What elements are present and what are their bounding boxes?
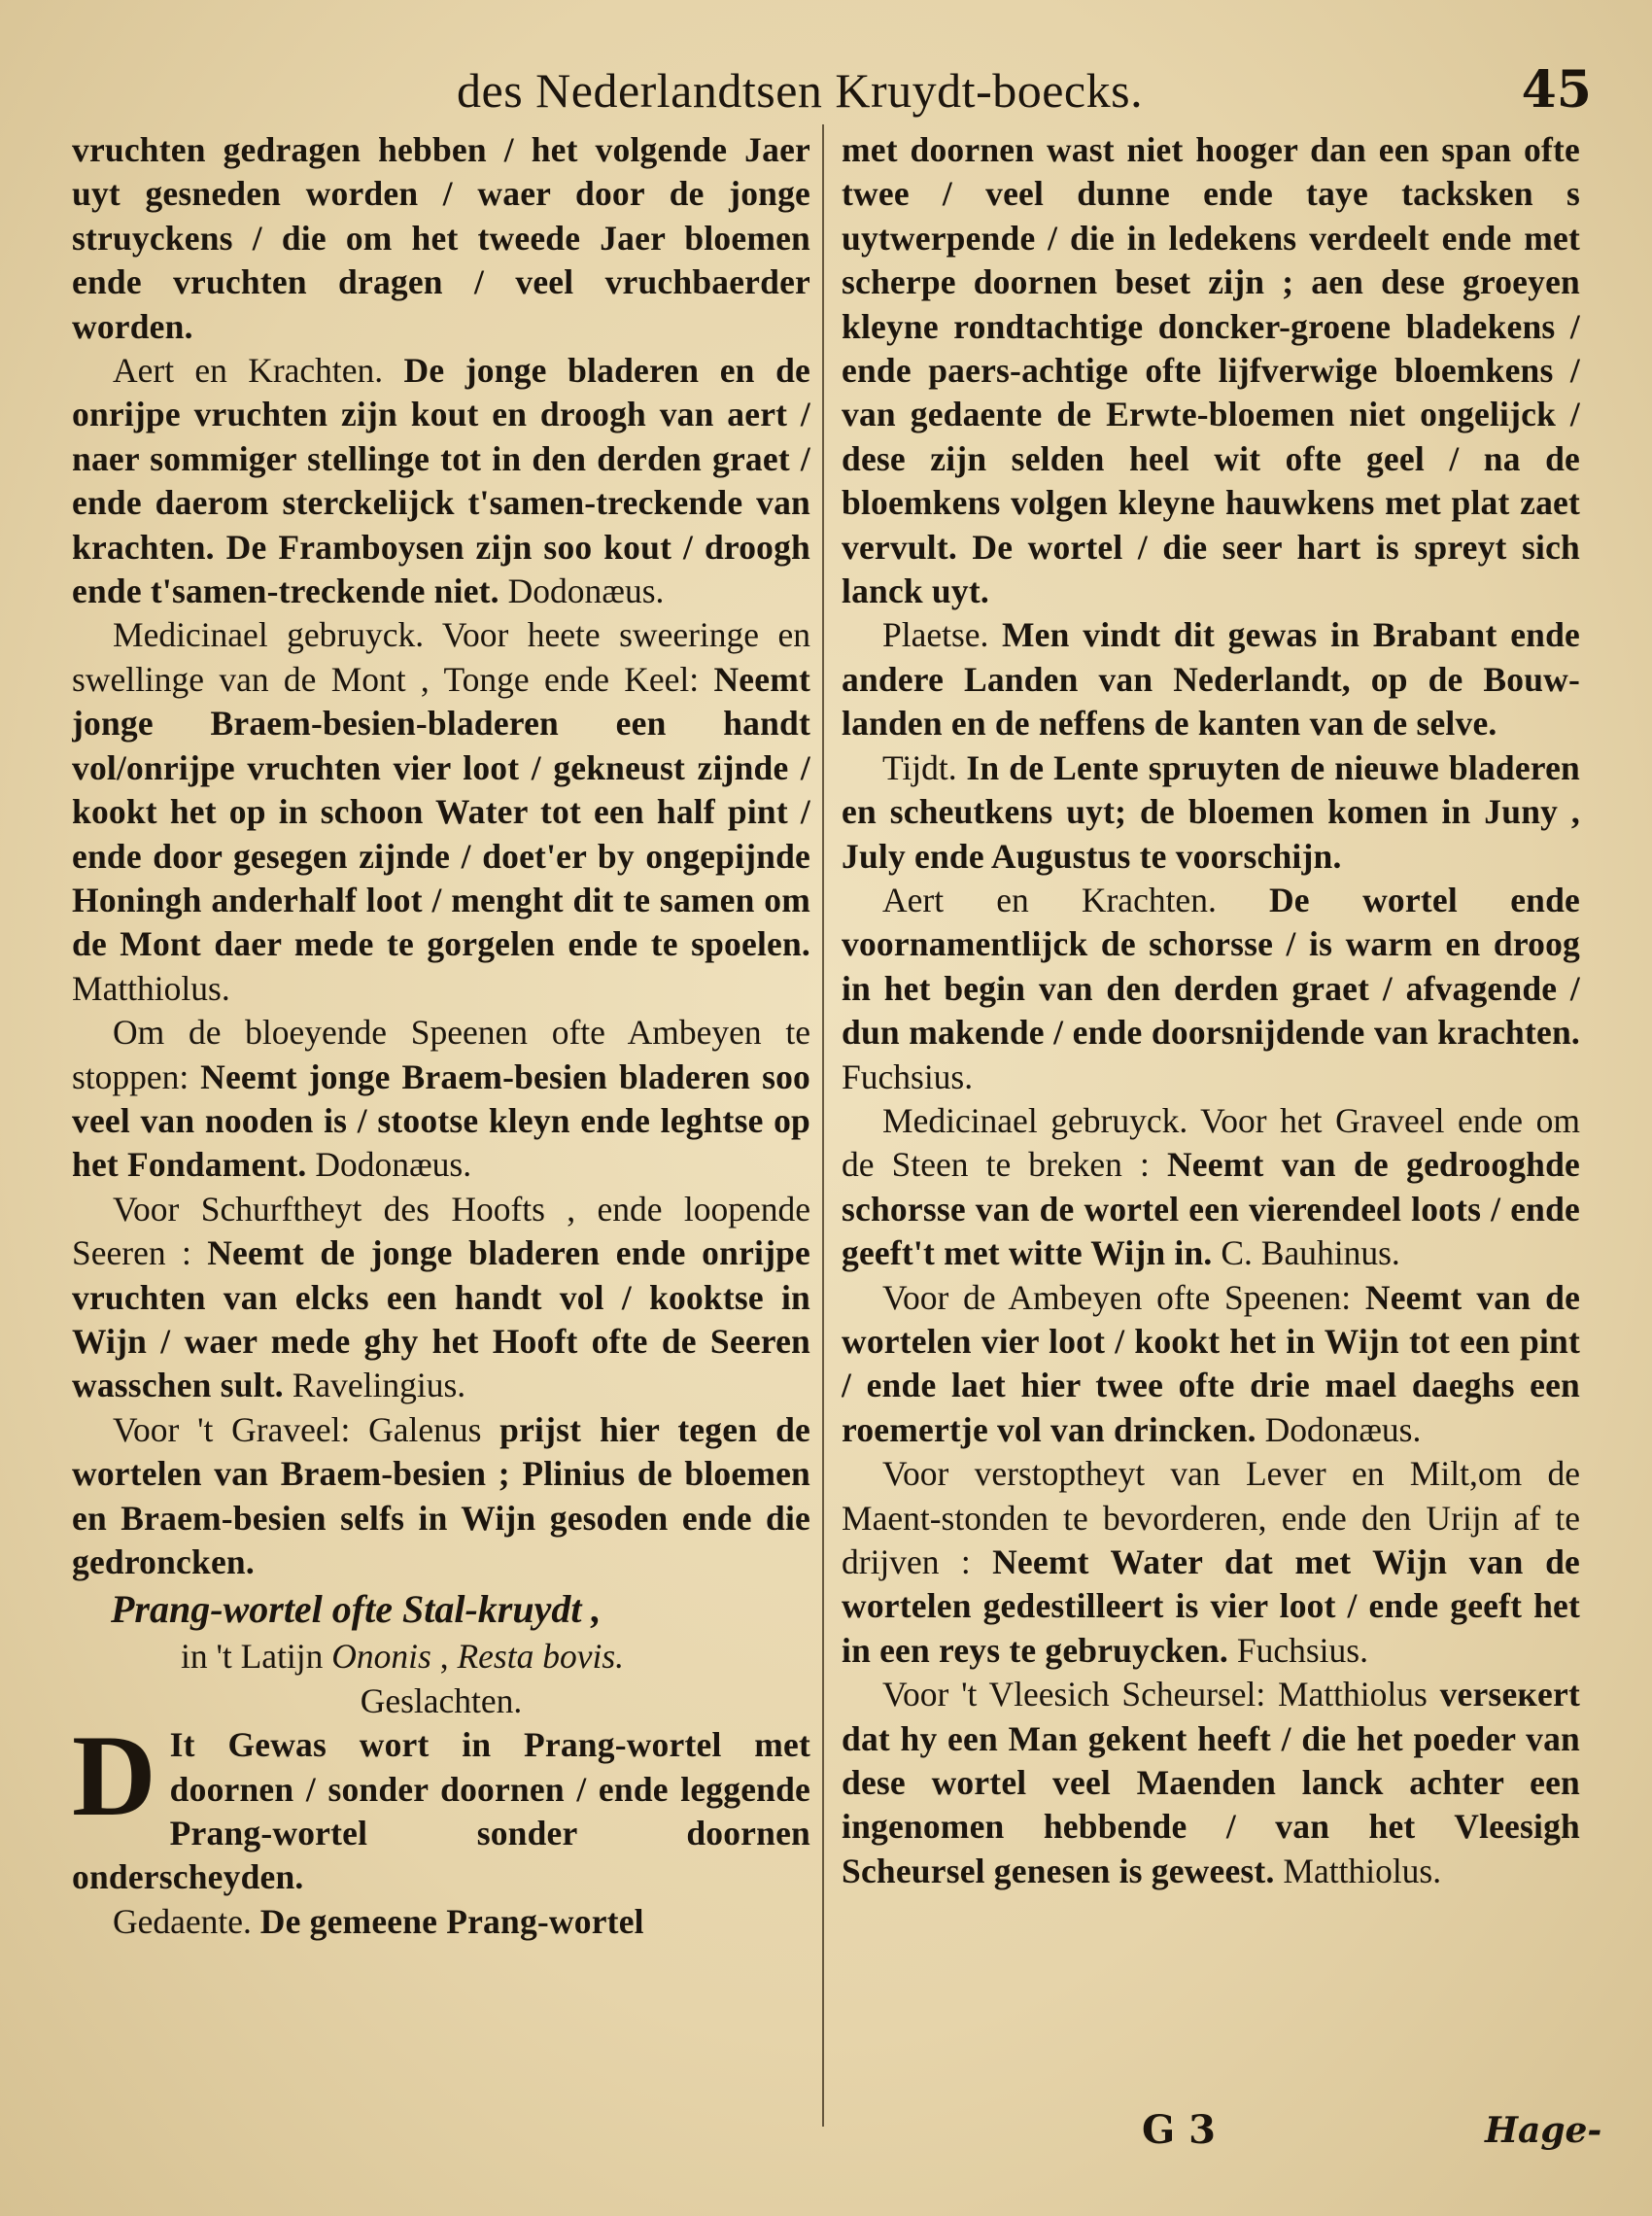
drop-cap: D — [72, 1711, 156, 1841]
paragraph: Voor 't Vleesich Scheursel: Matthiolus verseкert dat hy een Man gekent heeft / die het poeder van dese wortel veel Maenden lanck achter een ingenomen hebbende / van het Vleesigh Scheursel genesen is geweest. Matthiolus. — [842, 1675, 1580, 1890]
paragraph: vruchten gedragen hebben / het volgende Jaer uyt gesneden worden / waer door de jonge struyckens / die om het tweede Jaer bloemen ende vruchten dragen / veel vruchbaerder worden. — [72, 130, 810, 346]
page-footer — [0, 2101, 1652, 2160]
paragraph: Voor Schurftheyt des Hoofts , ende loopende Seeren : Neemt de jonge bladeren ende onrijpe vruchten van elcks een handt vol / kooktse in Wijn / waer mede ghy het Hooft ofte de Seeren wasschen sult. Ravelingius. — [72, 1189, 810, 1405]
left-column — [72, 128, 810, 2130]
paragraph: D It Gewas wort in Prang-wortel met doornen / sonder doornen / ende leggende Prang-wortel sonder doornen onderscheyden. — [72, 1711, 810, 1897]
paragraph: Aert en Krachten. De wortel ende voornamentlijck de schorsse / is warm en droog in het begin van den derden graet / afvagende / dun makende / ende doorsnijdende van krachten. Fuchsius. — [842, 880, 1580, 1096]
catchword: Hage- — [1485, 2110, 1602, 2151]
paragraph: Tijdt. In de Lente spruyten de nieuwe bladeren en scheutkens uyt; de bloemen komen in Juny , July ende Augustus te voorschijn. — [842, 747, 1580, 876]
signature-mark: G 3 — [1142, 2107, 1216, 2153]
paragraph: Medicinael gebruyck. Voor het Graveel ende om de Steen te breken : Neemt van de gedrooghde schorsse van de wortel een vierendeel loots / ende geeft't met witte Wijn in. C. Bauhinus. — [842, 1100, 1580, 1273]
latin-name: in 't Latijn Ononis , Resta bovis. — [181, 1637, 625, 1677]
paragraph: Voor 't Graveel: Galenus prijst hier tegen de wortelen van Braem-besien ; Plinius de bloemen en Braem-besien selfs in Wijn gesoden ende die gedroncken. — [72, 1409, 810, 1581]
paragraph: Voor verstoptheyt van Lever en Milt,om de Maent-stonden te bevorderen, ende den Urijn af te drijven : Neemt Water dat met Wijn van de wortelen gedestilleert is vier loot / ende geeft het in een reys te gebruycken. Fuchsius. — [842, 1454, 1580, 1670]
column-divider — [822, 124, 824, 2127]
paragraph: met doornen wast niet hooger dan een span ofte twee / veel dunne ende taye tacksken s uytwerpende / die in ledekens verdeelt ende met scherpe doornen beset zijn ; aen dese groeyen kleyne rondtachtige doncker-groene bladekens / ende paers-achtige ofte lijfverwige bloemkens / van gedaente de Erwte-bloemen niet ongelijck / dese zijn selden heel wit ofte geel / na de bloemkens volgen kleyne hauwkens met plat zaet vervult. De wortel / die seer hart is spreyt sich lanck uyt. — [842, 130, 1580, 611]
paragraph: Plaetse. Men vindt dit gewas in Brabant ende andere Landen van Nederlandt, op de Bouw-landen en de neffens de kanten van de selve. — [842, 615, 1580, 744]
paragraph: Medicinael gebruyck. Voor heete sweeringe en swellinge van de Mont , Tonge ende Keel: Neemt jonge Braem-besien-bladeren een handt vol/onrijpe vruchten vier loot / gekneust zijnde / kookt het op in schoon Water tot een half pint / ende door gesegen zijnde / doet'er by ongepijnde Honingh anderhalf loot / menght dit te samen om de Mont daer mede te gorgelen ende te spoelen. Matthiolus. — [72, 615, 810, 1008]
paragraph: Om de bloeyende Speenen ofte Ambeyen te stoppen: Neemt jonge Braem-besien bladeren soo veel van nooden is / stootse kleyn ende leghtse op het Fondament. Dodonæus. — [72, 1013, 810, 1185]
right-column — [842, 128, 1580, 2130]
page-header — [0, 56, 1652, 124]
plant-title: Prang-wortel ofte Stal-kruydt , — [111, 1587, 602, 1632]
section-heading: Geslachten. — [360, 1680, 523, 1720]
paragraph: Aert en Krachten. De jonge bladeren en de onrijpe vruchten zijn kout en droogh van aert / naer sommiger stellinge tot in den derden graet / ende daerom sterckelijck t'samen-treckende van krachten. De Framboysen zijn soo kout / droogh ende t'samen-treckende niet. Dodonæus. — [72, 351, 810, 611]
paragraph: Voor de Ambeyen ofte Speenen: Neemt van de wortelen vier loot / kookt het in Wijn tot een pint / ende laet hier twee ofte drie mael daeghs een roemertje vol van drincken. Dodonæus. — [842, 1277, 1580, 1449]
paragraph: Gedaente. De gemeene Prang-wortel — [113, 1901, 644, 1941]
running-title: des Nederlandtsen Kruydt-boecks. — [457, 63, 1144, 118]
page-number: 45 — [1521, 60, 1592, 120]
